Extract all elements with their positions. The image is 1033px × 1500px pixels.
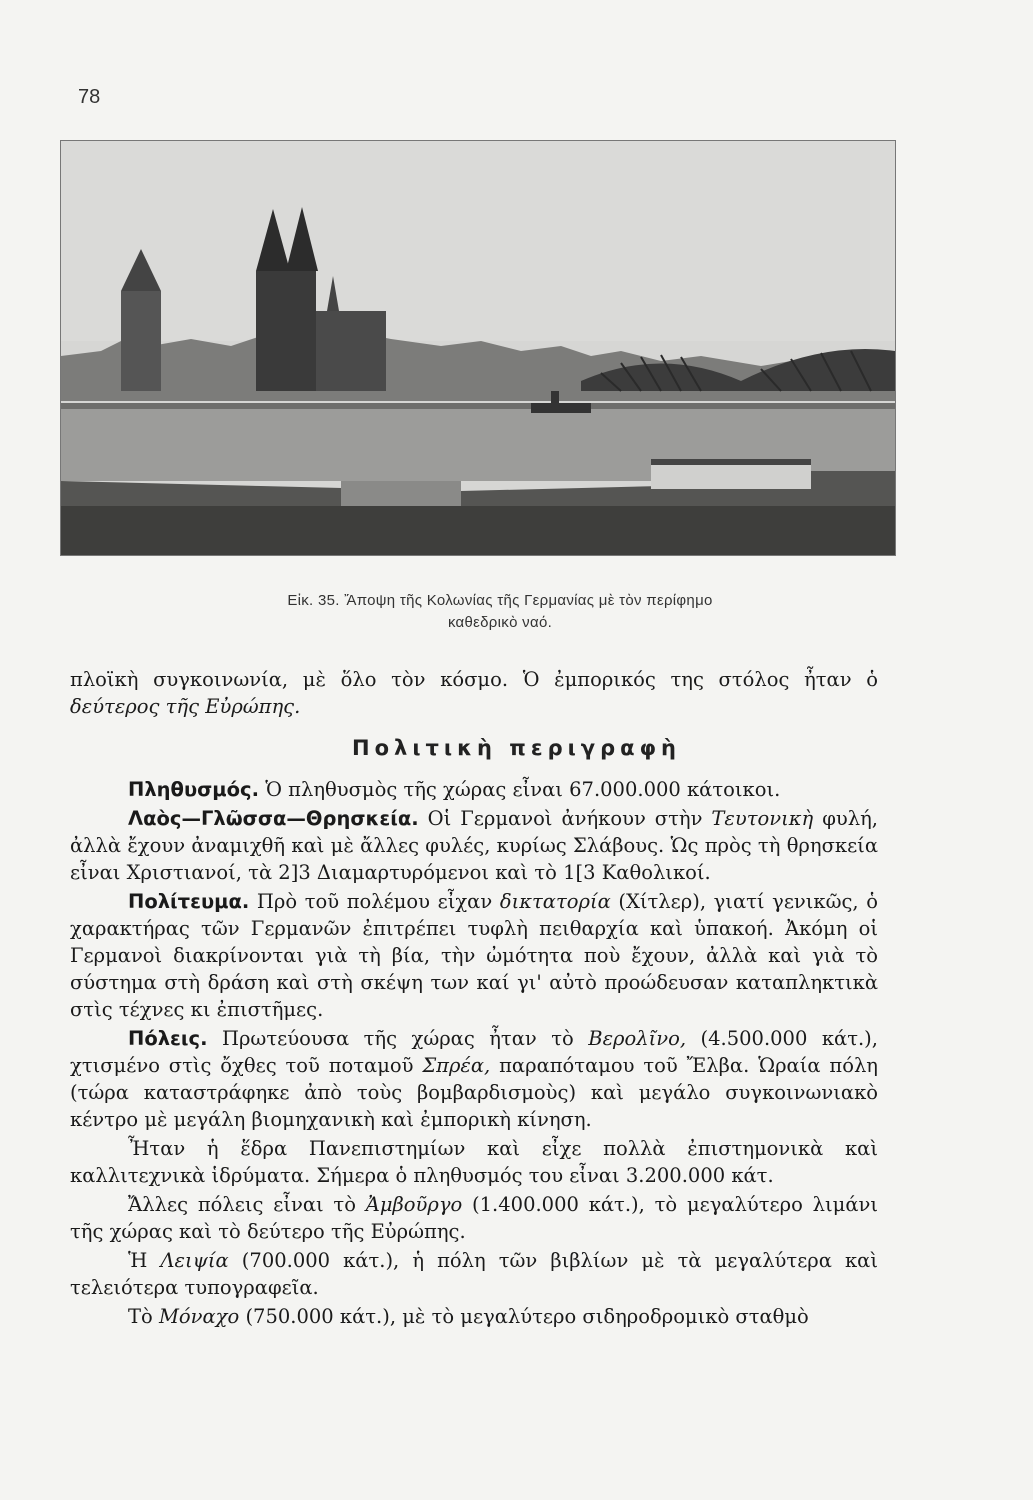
photo-illustration: [61, 141, 895, 555]
people-label: Λαὸς—Γλῶσσα—Θρησκεία.: [128, 807, 419, 830]
section-heading: Πολιτικὴ περιγραφὴ: [352, 736, 681, 760]
people-text-2: φυλή, ἀλλὰ ἔχουν ἀναμιχθῆ καὶ μὲ ἄλλες φυλές, κυρίως Σλάβους. Ὡς πρὸς τὴ θρησκεία εἶναι Χριστιανοί, τὰ 2]3 Διαμαρτυρόμενοι καὶ τὸ 1[3 Καθολικοί.: [70, 807, 878, 884]
government-italic: δικτατορία: [499, 890, 611, 913]
intro-text: πλοϊκὴ συγκοινωνία, μὲ ὅλο τὸν κόσμο. Ὁ ἐμπορικός της στόλος ἦταν ὁ: [70, 668, 878, 691]
cities-p3-text-1: Ἄλλες πόλεις εἶναι τὸ: [128, 1193, 366, 1216]
cologne-cathedral-photo: [60, 140, 896, 556]
cities-label: Πόλεις.: [128, 1027, 208, 1050]
intro-paragraph: [70, 666, 878, 720]
cities-paragraph-4: [70, 1247, 878, 1301]
government-text-2: (Χίτλερ), γιατί γενικῶς, ὁ χαρακτήρας τῶν Γερμανῶν ἐπιτρέπει τυφλὴ πειθαρχία καὶ ὑπακοή. Ἀκόμη οἱ Γερμανοὶ διακρίνονται γιὰ τὴ βία, τὴν ὠμότητα ποὺ ἔχουν, ἀλλὰ καὶ γιὰ τὸ σύστημα στὴ δράση καὶ στὴ σκέψη των καί γι' αὐτὸ προώδευσαν καταπληκτικὰ στὶς τέχνες κι ἐπιστῆμες.: [70, 890, 878, 1021]
cities-paragraph-5: [70, 1303, 878, 1330]
intro-italic: δεύτερος τῆς Εὐρώπης.: [70, 695, 301, 718]
figure-caption: [120, 590, 880, 634]
cities-p5-text-2: (750.000 κάτ.), μὲ τὸ μεγαλύτερο σιδηροδρομικὸ σταθμὸ: [239, 1305, 809, 1328]
page-number: 78: [78, 86, 101, 108]
cities-text-2: (4.500.000 κάτ.), χτισμένο στὶς ὄχθες τοῦ ποταμοῦ: [70, 1027, 878, 1077]
population-label: Πληθυσμός.: [128, 778, 260, 801]
cities-text-1: Πρωτεύουσα τῆς χώρας ἦταν τὸ: [207, 1027, 589, 1050]
cities-paragraph-2: Ἦταν ἡ ἕδρα Πανεπιστημίων καὶ εἶχε πολλὰ ἐπιστημονικὰ καὶ καλλιτεχνικὰ ἱδρύματα. Σήμερα ὁ πληθυσμός του εἶναι 3.200.000 κάτ.: [70, 1137, 878, 1187]
population-text: Ὁ πληθυσμὸς τῆς χώρας εἶναι 67.000.000 κάτοικοι.: [259, 778, 781, 801]
cities-paragraph-3: [70, 1191, 878, 1245]
cities-p4-italic: Λειψία: [160, 1249, 229, 1272]
government-label: Πολίτευμα.: [128, 890, 250, 913]
cities-text-3: παραπόταμου τοῦ Ἔλβα. Ὡραία πόλη (τώρα καταστράφηκε ἀπὸ τοὺς βομβαρδισμοὺς) καὶ μεγάλο συγκοινωνιακὸ κέντρο μὲ μεγάλη βιομηχανικὴ καὶ ἐμπορικὴ κίνηση.: [70, 1054, 878, 1131]
cities-italic-1: Βερολῖνο,: [588, 1027, 687, 1050]
cities-p4-text-2: (700.000 κάτ.), ἡ πόλη τῶν βιβλίων μὲ τὰ μεγαλύτερα καὶ τελειότερα τυπογραφεῖα.: [70, 1249, 878, 1299]
caption-line-2: καθεδρικὸ ναό.: [447, 614, 553, 631]
cities-p5-italic: Μόναχο: [158, 1305, 240, 1328]
government-text-1: Πρὸ τοῦ πολέμου εἶχαν: [249, 890, 500, 913]
cities-p5-text-1: Τὸ: [128, 1305, 159, 1328]
cities-p3-italic: Ἀμβοῦργο: [365, 1193, 463, 1216]
people-italic: Τευτονικὴ: [711, 807, 814, 830]
people-text-1: Οἱ Γερμανοὶ ἀνήκουν στὴν: [418, 807, 712, 830]
people-paragraph: [70, 805, 878, 886]
cities-p4-text-1: Ἡ: [128, 1249, 161, 1272]
body-text: [70, 776, 878, 1332]
cities-italic-2: Σπρέα,: [422, 1054, 491, 1077]
cities-paragraph: [70, 1025, 878, 1133]
caption-line-1: Εἰκ. 35. Ἄποψη τῆς Κολωνίας τῆς Γερμανίας μὲ τὸν περίφημο: [287, 592, 713, 609]
cities-p3-text-2: (1.400.000 κάτ.), τὸ μεγαλύτερο λιμάνι τῆς χώρας καὶ τὸ δεύτερο τῆς Εὐρώπης.: [70, 1193, 878, 1243]
population-paragraph: [70, 776, 878, 803]
government-paragraph: [70, 888, 878, 1023]
